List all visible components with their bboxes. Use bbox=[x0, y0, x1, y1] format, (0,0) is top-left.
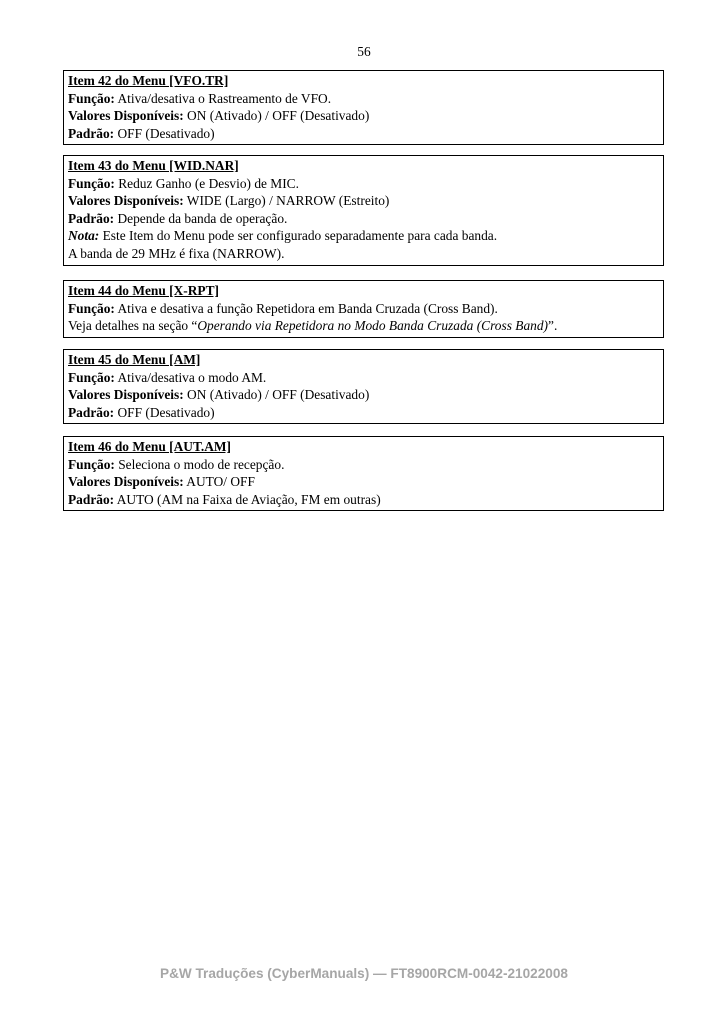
funcao-line bbox=[68, 90, 659, 108]
funcao-line bbox=[68, 456, 659, 474]
valores-label: Valores Disponíveis: bbox=[68, 193, 184, 209]
item-title: Item 43 do Menu [WID.NAR] bbox=[68, 158, 239, 173]
funcao-text: Seleciona o modo de recepção. bbox=[114, 456, 285, 472]
padrao-label: Padrão: bbox=[68, 404, 115, 420]
funcao-label: Função: bbox=[68, 90, 115, 106]
padrao-line bbox=[68, 404, 659, 422]
valores-label: Valores Disponíveis: bbox=[68, 108, 184, 124]
padrao-text: OFF (Desativado) bbox=[114, 125, 215, 141]
funcao-line bbox=[68, 300, 659, 318]
valores-line bbox=[68, 192, 659, 210]
valores-label: Valores Disponíveis: bbox=[68, 474, 184, 490]
detail-line bbox=[68, 317, 659, 335]
menu-item-box-46 bbox=[63, 436, 664, 511]
funcao-text: Ativa/desativa o Rastreamento de VFO. bbox=[114, 90, 332, 106]
funcao-line bbox=[68, 369, 659, 387]
menu-item-box-45 bbox=[63, 349, 664, 424]
valores-label: Valores Disponíveis: bbox=[68, 387, 184, 403]
nota-text: Este Item do Menu pode ser configurado separadamente para cada banda. bbox=[99, 228, 498, 244]
menu-item-box-44 bbox=[63, 280, 664, 338]
menu-item-box-42 bbox=[63, 70, 664, 145]
padrao-text: OFF (Desativado) bbox=[114, 404, 215, 420]
menu-item-box-43 bbox=[63, 155, 664, 266]
item-title: Item 42 do Menu [VFO.TR] bbox=[68, 73, 229, 88]
valores-text: ON (Ativado) / OFF (Desativado) bbox=[183, 108, 370, 124]
funcao-label: Função: bbox=[68, 456, 115, 472]
nota-line bbox=[68, 227, 659, 245]
padrao-line bbox=[68, 125, 659, 143]
item-title: Item 44 do Menu [X-RPT] bbox=[68, 283, 219, 298]
funcao-text: Ativa e desativa a função Repetidora em Banda Cruzada (Cross Band). bbox=[114, 300, 498, 316]
detail-suffix: ”. bbox=[548, 318, 558, 334]
padrao-label: Padrão: bbox=[68, 491, 115, 507]
valores-line bbox=[68, 473, 659, 491]
padrao-label: Padrão: bbox=[68, 125, 115, 141]
nota-label: Nota: bbox=[68, 228, 100, 244]
padrao-line bbox=[68, 210, 659, 228]
section-reference: Operando via Repetidora no Modo Banda Cruzada (Cross Band) bbox=[197, 318, 548, 334]
valores-line bbox=[68, 386, 659, 404]
valores-line bbox=[68, 107, 659, 125]
padrao-line bbox=[68, 491, 659, 509]
detail-prefix: Veja detalhes na seção “ bbox=[68, 318, 198, 334]
funcao-text: Ativa/desativa o modo AM. bbox=[114, 369, 267, 385]
funcao-label: Função: bbox=[68, 300, 115, 316]
item-title: Item 46 do Menu [AUT.AM] bbox=[68, 439, 232, 454]
funcao-label: Função: bbox=[68, 369, 115, 385]
padrao-text: Depende da banda de operação. bbox=[114, 210, 288, 226]
page-number: 56 bbox=[357, 44, 371, 59]
valores-text: ON (Ativado) / OFF (Desativado) bbox=[183, 387, 370, 403]
funcao-label: Função: bbox=[68, 175, 115, 191]
funcao-text: Reduz Ganho (e Desvio) de MIC. bbox=[114, 175, 299, 191]
valores-text: AUTO/ OFF bbox=[183, 474, 255, 490]
item-title: Item 45 do Menu [AM] bbox=[68, 352, 201, 367]
padrao-text: AUTO (AM na Faixa de Aviação, FM em outras) bbox=[114, 491, 381, 507]
valores-text: WIDE (Largo) / NARROW (Estreito) bbox=[183, 193, 390, 209]
funcao-line bbox=[68, 175, 659, 193]
extra-line: A banda de 29 MHz é fixa (NARROW). bbox=[68, 245, 285, 261]
padrao-label: Padrão: bbox=[68, 210, 115, 226]
page-footer: P&W Traduções (CyberManuals) — FT8900RCM-0042-21022008 bbox=[160, 966, 568, 981]
